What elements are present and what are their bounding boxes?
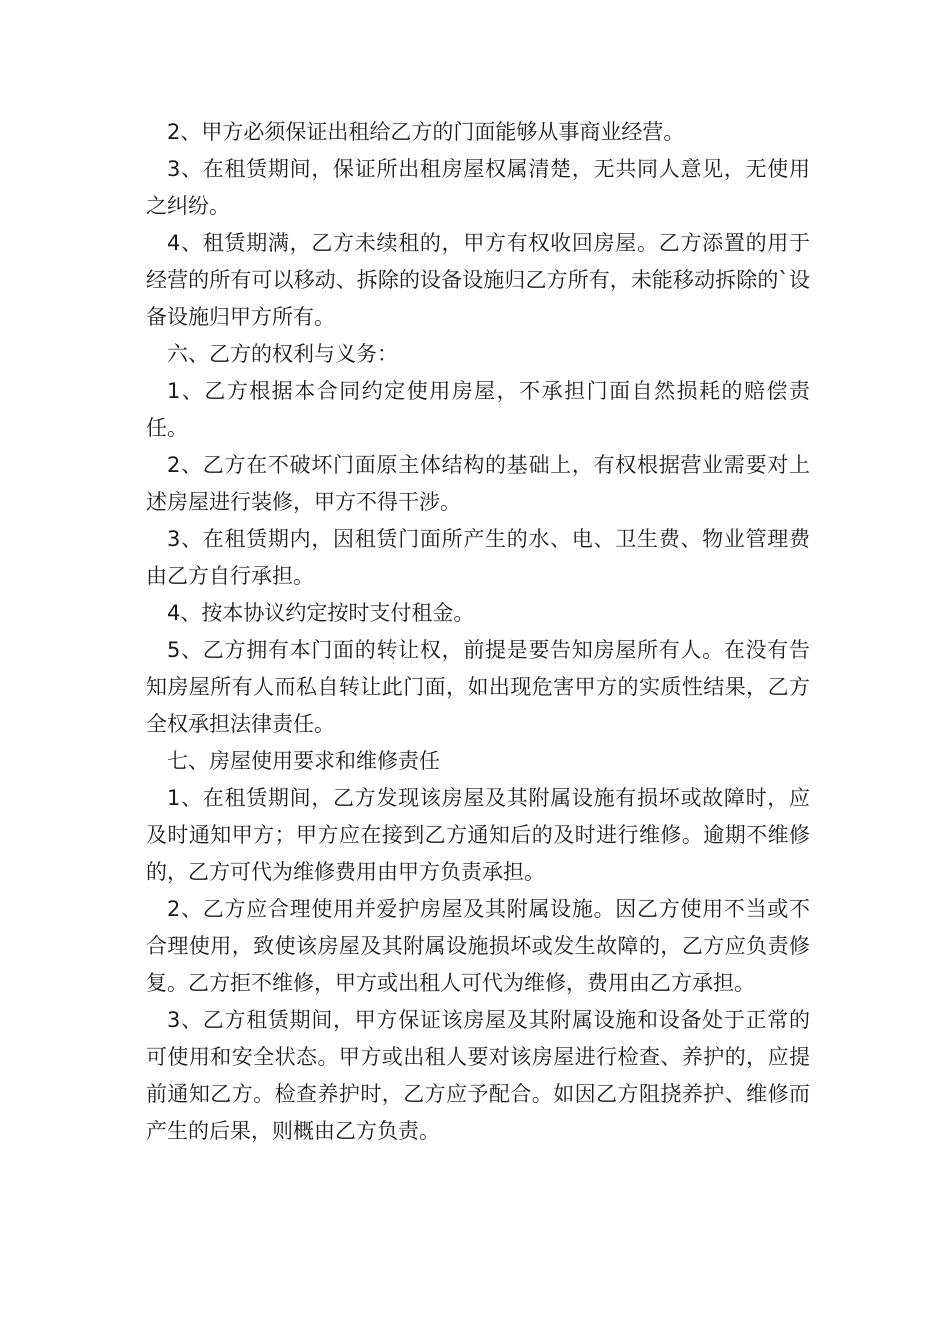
paragraph-tenant-clause-1: 1、乙方根据本合同约定使用房屋，不承担门面自然损耗的赔偿责任。 (146, 379, 810, 440)
paragraph-maintenance-clause-3: 3、乙方租赁期间，甲方保证该房屋及其附属设施和设备处于正常的可使用和安全状态。甲方或出租人要对该房屋进行检查、养护的，应提前通知乙方。检查养护时，乙方应予配合。如因乙方阻挠养护、维修而产生的后果，则概由乙方负责。 (146, 1008, 810, 1143)
paragraph-maintenance-clause-1: 1、在租赁期间，乙方发现该房屋及其附属设施有损坏或故障时，应及时通知甲方；甲方应在接到乙方通知后的及时进行维修。逾期不维修的，乙方可代为维修费用由甲方负责承担。 (146, 786, 810, 884)
paragraph-tenant-clause-2: 2、乙方在不破坏门面原主体结构的基础上，有权根据营业需要对上述房屋进行装修，甲方不得干涉。 (146, 453, 810, 514)
paragraph-maintenance-clause-2: 2、乙方应合理使用并爱护房屋及其附属设施。因乙方使用不当或不合理使用，致使该房屋及其附属设施损坏或发生故障的，乙方应负责修复。乙方拒不维修，甲方或出租人可代为维修，费用由乙方承担。 (146, 897, 810, 995)
paragraph-landlord-clause-4: 4、租赁期满，乙方未续租的，甲方有权收回房屋。乙方添置的用于经营的所有可以移动、拆除的设备设施归乙方所有，未能移动拆除的`设备设施归甲方所有。 (146, 231, 810, 329)
document-body (146, 114, 810, 1150)
paragraph-landlord-clause-2: 2、甲方必须保证出租给乙方的门面能够从事商业经营。 (167, 120, 685, 144)
paragraph-tenant-clause-4: 4、按本协议约定按时支付租金。 (167, 601, 475, 625)
paragraph-tenant-clause-5: 5、乙方拥有本门面的转让权，前提是要告知房屋所有人。在没有告知房屋所有人而私自转让此门面，如出现危害甲方的实质性结果，乙方全权承担法律责任。 (146, 638, 810, 736)
paragraph-tenant-clause-3: 3、在租赁期内，因租赁门面所产生的水、电、卫生费、物业管理费由乙方自行承担。 (146, 527, 810, 588)
paragraph-landlord-clause-3: 3、在租赁期间，保证所出租房屋权属清楚，无共同人意见，无使用之纠纷。 (146, 157, 810, 218)
section-heading-tenant-rights: 六、乙方的权利与义务： (167, 342, 398, 366)
section-heading-usage-maintenance: 七、房屋使用要求和维修责任 (167, 749, 440, 773)
